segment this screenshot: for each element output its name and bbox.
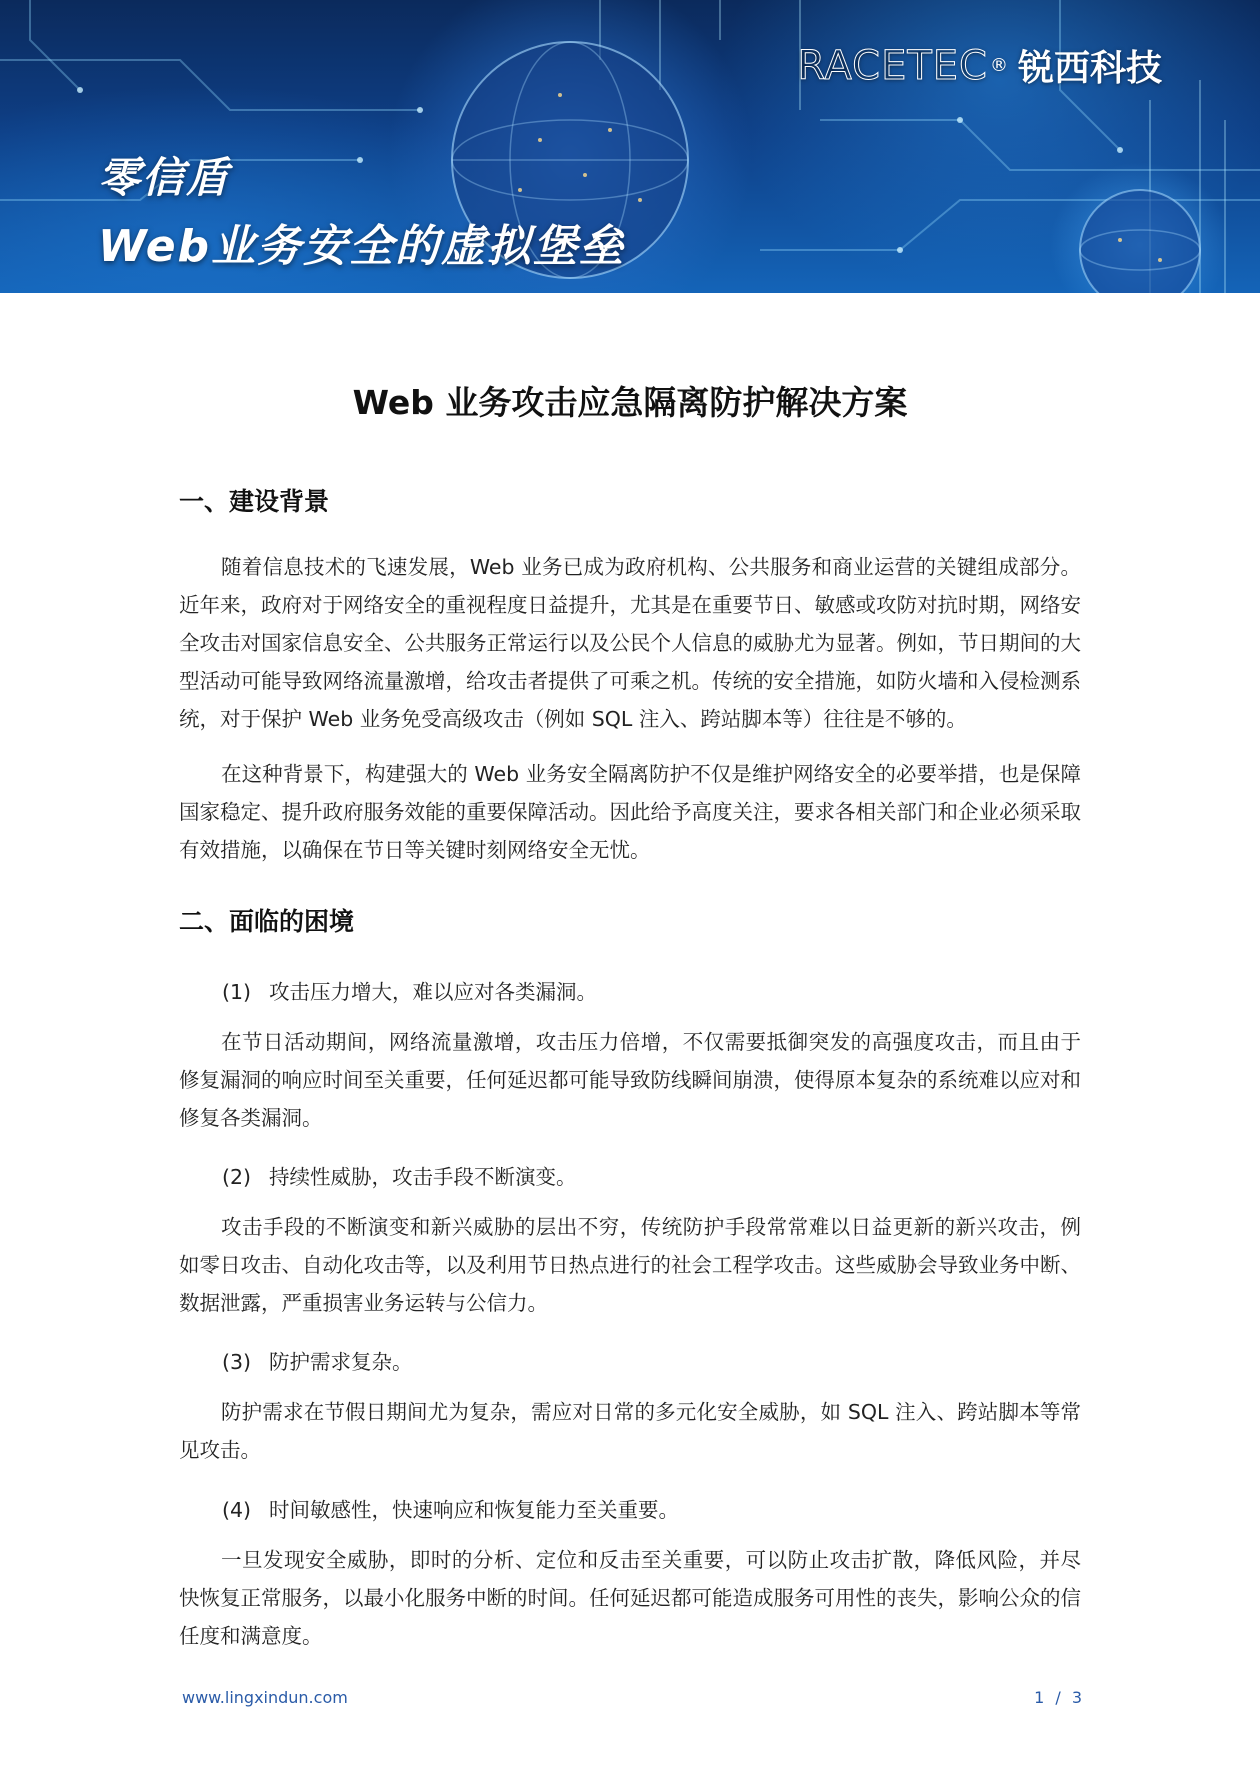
company-logo bbox=[797, 40, 1162, 91]
logo-registered-mark: ® bbox=[989, 55, 1008, 76]
challenge-heading: 攻击压力增大，难以应对各类漏洞。 bbox=[269, 980, 598, 1004]
challenge-item-2 bbox=[222, 1160, 577, 1190]
section-heading-challenges: 二、面临的困境 bbox=[179, 907, 355, 936]
challenge-number: (4) bbox=[222, 1498, 252, 1522]
challenge-heading: 防护需求复杂。 bbox=[269, 1350, 413, 1374]
banner-title-product: 零信盾 bbox=[98, 153, 231, 202]
header-banner bbox=[0, 0, 1260, 293]
challenge-description-3: 防护需求在节假日期间尤为复杂，需应对日常的多元化安全威胁，如 SQL 注入、跨站脚本等常见攻击。 bbox=[179, 1400, 1081, 1462]
challenge-number: (2) bbox=[222, 1165, 252, 1189]
document-title: Web 业务攻击应急隔离防护解决方案 bbox=[352, 383, 908, 422]
challenge-heading: 时间敏感性，快速响应和恢复能力至关重要。 bbox=[269, 1498, 680, 1522]
paragraph-background-2: 在这种背景下，构建强大的 Web 业务安全隔离防护不仅是维护网络安全的必要举措，也是保障国家稳定、提升政府服务效能的重要保障活动。因此给予高度关注，要求各相关部门和企业必须采取有效措施，以确保在节日等关键时刻网络安全无忧。 bbox=[179, 762, 1081, 862]
challenge-item-1 bbox=[222, 975, 597, 1005]
challenge-description-2: 攻击手段的不断演变和新兴威胁的层出不穷，传统防护手段常常难以日益更新的新兴攻击，例如零日攻击、自动化攻击等，以及利用节日热点进行的社会工程学攻击。这些威胁会导致业务中断、数据泄露，严重损害业务运转与公信力。 bbox=[179, 1215, 1081, 1315]
challenge-number: (3) bbox=[222, 1350, 252, 1374]
challenge-item-3 bbox=[222, 1345, 413, 1375]
logo-chinese-name: 锐西科技 bbox=[1017, 48, 1162, 89]
challenge-item-4 bbox=[222, 1493, 679, 1523]
banner-title-tagline: Web业务安全的虚拟堡垒 bbox=[98, 221, 626, 272]
challenge-description-1: 在节日活动期间，网络流量激增，攻击压力倍增，不仅需要抵御突发的高强度攻击，而且由于修复漏洞的响应时间至关重要，任何延迟都可能导致防线瞬间崩溃，使得原本复杂的系统难以应对和修复各类漏洞。 bbox=[179, 1030, 1081, 1130]
challenge-heading: 持续性威胁，攻击手段不断演变。 bbox=[269, 1165, 577, 1189]
section-heading-background: 一、建设背景 bbox=[179, 487, 330, 516]
challenge-number: (1) bbox=[222, 980, 252, 1004]
page-number: 1 / 3 bbox=[1034, 1688, 1082, 1707]
logo-wordmark: RACETEC bbox=[797, 42, 988, 89]
paragraph-background-1: 随着信息技术的飞速发展，Web 业务已成为政府机构、公共服务和商业运营的关键组成部分。近年来，政府对于网络安全的重视程度日益提升，尤其是在重要节日、敏感或攻防对抗时期，网络安全攻击对国家信息安全、公共服务正常运行以及公民个人信息的威胁尤为显著。例如，节日期间的大型活动可能导致网络流量激增，给攻击者提供了可乘之机。传统的安全措施，如防火墙和入侵检测系统，对于保护 Web 业务免受高级攻击（例如 SQL 注入、跨站脚本等）往往是不够的。 bbox=[179, 555, 1081, 731]
footer-website-link[interactable]: www.lingxindun.com bbox=[182, 1688, 348, 1707]
challenge-description-4: 一旦发现安全威胁，即时的分析、定位和反击至关重要，可以防止攻击扩散，降低风险，并尽快恢复正常服务，以最小化服务中断的时间。任何延迟都可能造成服务可用性的丧失，影响公众的信任度和满意度。 bbox=[179, 1548, 1081, 1648]
